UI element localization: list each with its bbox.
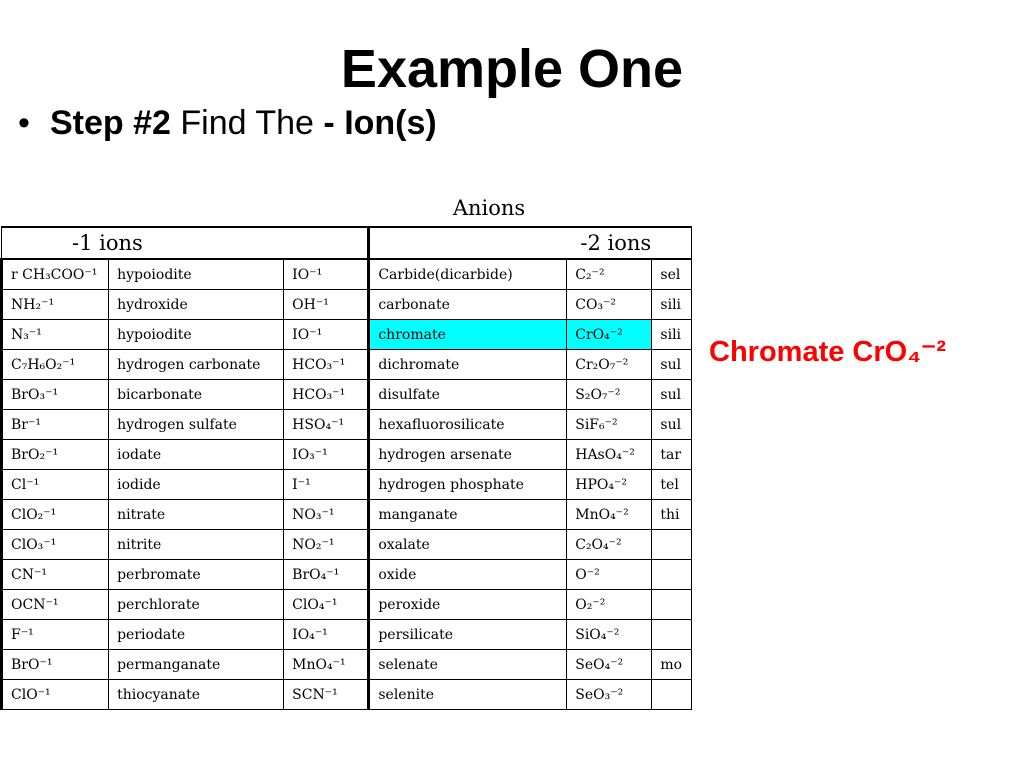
table-cell: NH₂⁻¹ xyxy=(2,290,109,320)
table-row xyxy=(2,650,692,680)
table-row xyxy=(2,500,692,530)
table-cell: C₂⁻² xyxy=(567,259,652,290)
table-cell: SCN⁻¹ xyxy=(284,680,369,710)
table-cell: IO⁻¹ xyxy=(284,320,369,350)
table-cell: NO₂⁻¹ xyxy=(284,530,369,560)
table-cell: bicarbonate xyxy=(109,380,284,410)
table-cell: nitrite xyxy=(109,530,284,560)
table-cell: sili xyxy=(652,290,692,320)
table-row xyxy=(2,350,692,380)
table-cell: hydrogen arsenate xyxy=(369,440,567,470)
step-text: Find The xyxy=(180,104,314,142)
table-row xyxy=(2,259,692,290)
table-row xyxy=(2,320,692,350)
table-cell: O₂⁻² xyxy=(567,590,652,620)
table-cell: MnO₄⁻¹ xyxy=(284,650,369,680)
table-cell: oxalate xyxy=(369,530,567,560)
group-minus2-header: -2 ions xyxy=(369,227,692,259)
table-cell: SeO₄⁻² xyxy=(567,650,652,680)
table-cell: O⁻² xyxy=(567,560,652,590)
table-cell: periodate xyxy=(109,620,284,650)
table-cell: ClO₂⁻¹ xyxy=(2,500,109,530)
chromate-annotation xyxy=(709,334,946,369)
table-cell: IO₃⁻¹ xyxy=(284,440,369,470)
table-cell: nitrate xyxy=(109,500,284,530)
table-cell: tel xyxy=(652,470,692,500)
table-cell: perbromate xyxy=(109,560,284,590)
table-cell: chromate xyxy=(369,320,567,350)
table-cell: Br⁻¹ xyxy=(2,410,109,440)
table-row xyxy=(2,560,692,590)
table-cell: HPO₄⁻² xyxy=(567,470,652,500)
table-row xyxy=(2,530,692,560)
table-cell: F⁻¹ xyxy=(2,620,109,650)
table-cell: BrO₃⁻¹ xyxy=(2,380,109,410)
table-cell: sul xyxy=(652,410,692,440)
table-cell: BrO₄⁻¹ xyxy=(284,560,369,590)
table-cell: Carbide(dicarbide) xyxy=(369,259,567,290)
table-cell: CN⁻¹ xyxy=(2,560,109,590)
slide-title: Example One xyxy=(340,39,684,99)
table-cell xyxy=(652,530,692,560)
table-cell: N₃⁻¹ xyxy=(2,320,109,350)
table-row xyxy=(2,410,692,440)
table-cell: MnO₄⁻² xyxy=(567,500,652,530)
table-cell: hydroxide xyxy=(109,290,284,320)
table-cell: permanganate xyxy=(109,650,284,680)
table-cell: ClO₃⁻¹ xyxy=(2,530,109,560)
table-cell: iodate xyxy=(109,440,284,470)
table-row xyxy=(2,590,692,620)
anions-caption: Anions xyxy=(452,196,526,220)
table-cell: hydrogen phosphate xyxy=(369,470,567,500)
table-cell: IO₄⁻¹ xyxy=(284,620,369,650)
bullet-step xyxy=(18,104,437,143)
table-cell xyxy=(652,560,692,590)
table-cell: peroxide xyxy=(369,590,567,620)
table-cell: Cr₂O₇⁻² xyxy=(567,350,652,380)
table-cell: tar xyxy=(652,440,692,470)
table-cell: CO₃⁻² xyxy=(567,290,652,320)
table-cell: hydrogen sulfate xyxy=(109,410,284,440)
table-cell: r CH₃COO⁻¹ xyxy=(2,259,109,290)
table-cell: sili xyxy=(652,320,692,350)
table-row xyxy=(2,470,692,500)
table-cell: Cl⁻¹ xyxy=(2,470,109,500)
anions-table-image xyxy=(0,196,692,734)
table-cell: ClO₄⁻¹ xyxy=(284,590,369,620)
table-cell: CrO₄⁻² xyxy=(567,320,652,350)
table-row xyxy=(2,620,692,650)
table-cell: iodide xyxy=(109,470,284,500)
table-cell: thi xyxy=(652,500,692,530)
table-row xyxy=(2,680,692,710)
table-cell: hydrogen carbonate xyxy=(109,350,284,380)
table-cell: hexafluorosilicate xyxy=(369,410,567,440)
group-header-row xyxy=(2,227,692,259)
table-cell: hypoiodite xyxy=(109,320,284,350)
step-label: Step #2 xyxy=(50,104,171,142)
table-cell: I⁻¹ xyxy=(284,470,369,500)
anions-table xyxy=(0,226,692,710)
table-row xyxy=(2,380,692,410)
table-cell: SiF₆⁻² xyxy=(567,410,652,440)
table-cell: sul xyxy=(652,380,692,410)
table-cell: ClO⁻¹ xyxy=(2,680,109,710)
table-cell: HCO₃⁻¹ xyxy=(284,380,369,410)
table-cell: BrO₂⁻¹ xyxy=(2,440,109,470)
table-cell: C₇H₆O₂⁻¹ xyxy=(2,350,109,380)
table-cell: OH⁻¹ xyxy=(284,290,369,320)
table-cell: carbonate xyxy=(369,290,567,320)
group-minus1-header: -1 ions xyxy=(2,227,369,259)
table-cell: hypoiodite xyxy=(109,259,284,290)
table-cell: persilicate xyxy=(369,620,567,650)
table-cell xyxy=(652,680,692,710)
table-cell: perchlorate xyxy=(109,590,284,620)
step-emphasis: - Ion(s) xyxy=(323,104,437,142)
table-cell: dichromate xyxy=(369,350,567,380)
table-cell: mo xyxy=(652,650,692,680)
table-cell: HAsO₄⁻² xyxy=(567,440,652,470)
table-cell: S₂O₇⁻² xyxy=(567,380,652,410)
table-cell: SeO₃⁻² xyxy=(567,680,652,710)
table-cell: manganate xyxy=(369,500,567,530)
table-cell: selenate xyxy=(369,650,567,680)
table-cell: oxide xyxy=(369,560,567,590)
table-cell: OCN⁻¹ xyxy=(2,590,109,620)
table-cell xyxy=(652,590,692,620)
table-row xyxy=(2,290,692,320)
bullet-dot-icon: • xyxy=(18,104,30,142)
table-cell: SiO₄⁻² xyxy=(567,620,652,650)
table-cell: IO⁻¹ xyxy=(284,259,369,290)
table-cell: thiocyanate xyxy=(109,680,284,710)
table-cell: HSO₄⁻¹ xyxy=(284,410,369,440)
table-cell: selenite xyxy=(369,680,567,710)
table-cell xyxy=(652,620,692,650)
table-row xyxy=(2,440,692,470)
table-cell: disulfate xyxy=(369,380,567,410)
chromate-label: Chromate xyxy=(709,336,845,368)
table-cell: HCO₃⁻¹ xyxy=(284,350,369,380)
table-cell: sel xyxy=(652,259,692,290)
table-cell: NO₃⁻¹ xyxy=(284,500,369,530)
table-cell: C₂O₄⁻² xyxy=(567,530,652,560)
table-cell: sul xyxy=(652,350,692,380)
table-cell: BrO⁻¹ xyxy=(2,650,109,680)
chromate-formula: CrO₄⁻² xyxy=(852,336,946,368)
